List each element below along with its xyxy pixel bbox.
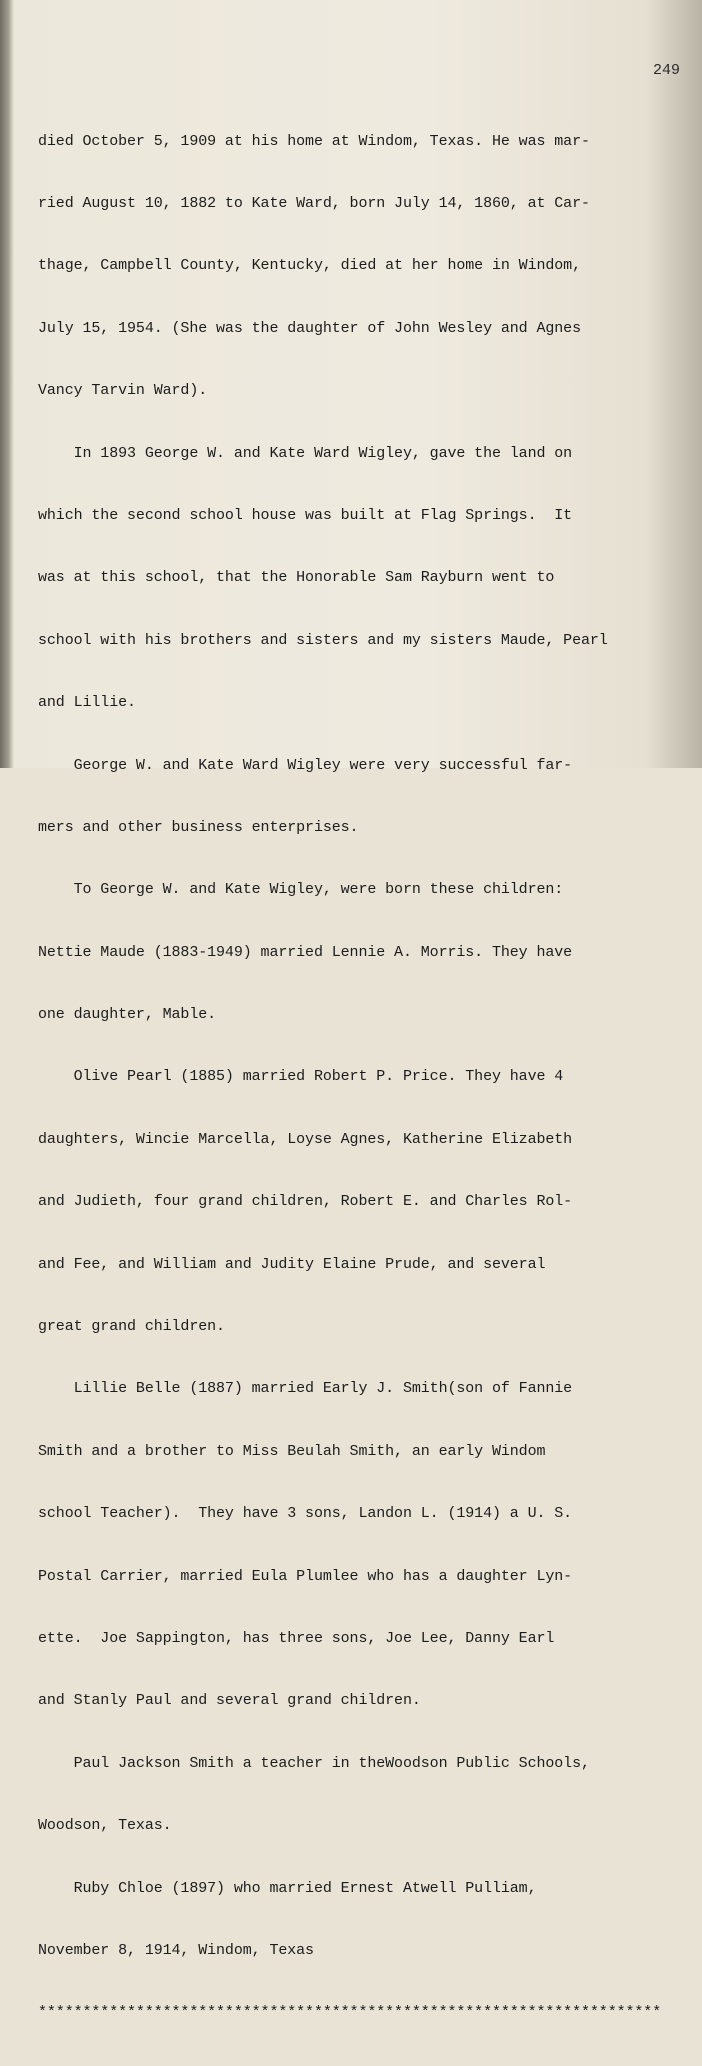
text-line: and Stanly Paul and several grand children. <box>38 1692 421 1710</box>
book-spine-shadow <box>0 0 14 768</box>
page-number: 249 <box>652 62 680 79</box>
text-line: which the second school house was built at Flag Springs. It <box>38 506 573 524</box>
text-line: November 8, 1914, Windom, Texas <box>38 1941 314 1959</box>
text-line: Lillie Belle (1887) married Early J. Smith(son of Fannie <box>38 1380 573 1398</box>
text-line: school with his brothers and sisters and my sisters Maude, Pearl <box>38 631 608 649</box>
text-line: thage, Campbell County, Kentucky, died at her home in Windom, <box>38 257 581 275</box>
text-line: In 1893 George W. and Kate Ward Wigley, gave the land on <box>38 444 573 462</box>
text-line: was at this school, that the Honorable Sam Rayburn went to <box>38 569 555 587</box>
text-line: Olive Pearl (1885) married Robert P. Price. They have 4 <box>38 1068 564 1086</box>
text-line: ried August 10, 1882 to Kate Ward, born July 14, 1860, at Car- <box>38 194 590 212</box>
text-line: Postal Carrier, married Eula Plumlee who has a daughter Lyn- <box>38 1567 573 1585</box>
text-line: and Fee, and William and Judity Elaine Prude, and several <box>38 1255 546 1273</box>
text-line: Paul Jackson Smith a teacher in theWoodson Public Schools, <box>38 1754 590 1772</box>
text-line: George W. and Kate Ward Wigley were very successful far- <box>38 756 573 774</box>
body-text <box>38 90 694 2066</box>
text-line: daughters, Wincie Marcella, Loyse Agnes, Katherine Elizabeth <box>38 1130 573 1148</box>
text-line: To George W. and Kate Wigley, were born these children: <box>38 881 564 899</box>
text-line: and Judieth, four grand children, Robert E. and Charles Rol- <box>38 1193 573 1211</box>
text-line: Nettie Maude (1883-1949) married Lennie A. Morris. They have <box>38 943 573 961</box>
text-line: school Teacher). They have 3 sons, Landon L. (1914) a U. S. <box>38 1505 573 1523</box>
text-line: one daughter, Mable. <box>38 1006 217 1024</box>
text-line: Smith and a brother to Miss Beulah Smith, an early Windom <box>38 1442 546 1460</box>
asterisk-divider: ********************************************************************** <box>38 2004 662 2022</box>
text-line: and Lillie. <box>38 694 136 712</box>
text-line: great grand children. <box>38 1318 225 1336</box>
text-line: ette. Joe Sappington, has three sons, Joe Lee, Danny Earl <box>38 1629 555 1647</box>
text-line: July 15, 1954. (She was the daughter of John Wesley and Agnes <box>38 319 581 337</box>
text-line: Ruby Chloe (1897) who married Ernest Atwell Pulliam, <box>38 1879 537 1897</box>
text-line: Woodson, Texas. <box>38 1817 172 1835</box>
text-line: died October 5, 1909 at his home at Windom, Texas. He was mar- <box>38 132 590 150</box>
text-line: mers and other business enterprises. <box>38 818 359 836</box>
text-line: Vancy Tarvin Ward). <box>38 382 208 400</box>
